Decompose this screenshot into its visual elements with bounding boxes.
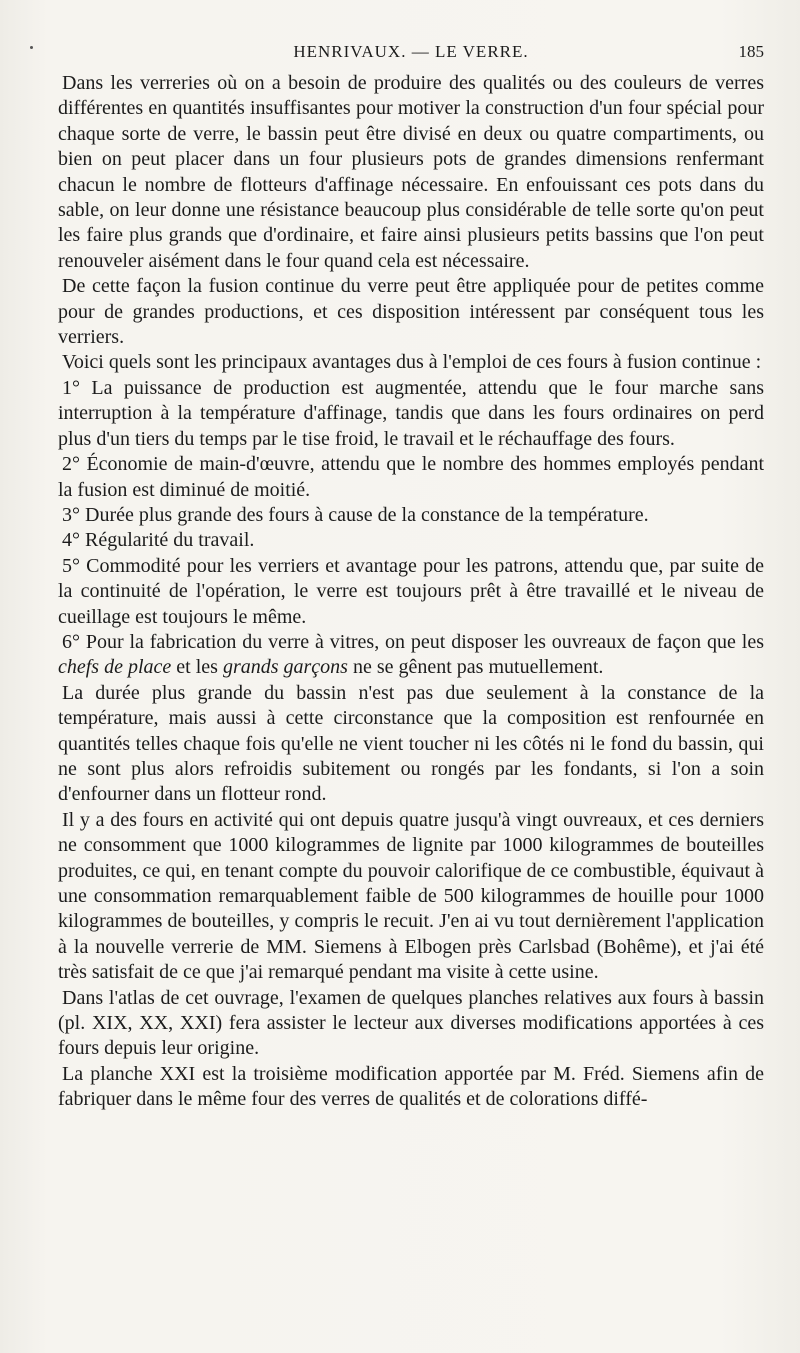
list-item-3: 3° Durée plus grande des fours à cause de la constance de la température. (62, 503, 649, 526)
page-header (58, 40, 764, 66)
print-speck (30, 46, 33, 49)
list-item-5: 5° Commodité pour les verriers et avantage pour les patrons, attendu que, par suite de la continuité de l'opération, le verre est toujours prêt à être travaillé et le niveau de cueillage est toujours le même. (58, 554, 764, 628)
list-item-4: 4° Régularité du travail. (62, 529, 255, 552)
paragraph: Dans les verreries où on a besoin de produire des qualités ou des couleurs de verres différentes en quantités insuffisantes pour motiver la construction d'un four spécial pour chaque sorte de verre, le bassin peut être divisé en deux ou quatre compartiments, ou bien on peut placer dans un four plusieurs pots de grandes dimensions renfermant chacun le nombre de flotteurs d'affinage nécessaire. En enfouissant ces pots dans du sable, on leur donne une résistance beaucoup plus considérable de telle sorte qu'on peut les faire plus grands que d'ordinaire, et faire ainsi plusieurs petits bassins que l'on peut renouveler aisément dans le four quand cela est nécessaire. (58, 72, 764, 272)
list-item-2: 2° Économie de main-d'œuvre, attendu que le nombre des hommes employés pendant la fusion est diminué de moitié. (58, 453, 764, 501)
running-title: HENRIVAUX. — LE VERRE. (293, 42, 529, 61)
text-run: et les (171, 656, 223, 679)
text-run: 6° Pour la fabrication du verre à vitres, on peut disposer les ouvreaux de façon que les (62, 630, 764, 653)
paragraph: Il y a des fours en activité qui ont depuis quatre jusqu'à vingt ouvreaux, et ces derniers ne consomment que 1000 kilogrammes de lignite par 1000 kilogrammes de bouteilles produites, ce qui, en tenant compte du pouvoir calorifique de ce combustible, équivaut à une consommation remarquablement faible de 500 kilogrammes de houille pour 1000 kilogrammes de bouteilles, y compris le recuit. J'en ai vu tout dernièrement l'application à la nouvelle verrerie de MM. Siemens à Elbogen près Carlsbad (Bohême), et j'ai été très satisfait de ce que j'ai remarqué pendant ma visite à cette usine. (58, 808, 764, 984)
body-text (58, 71, 764, 1113)
paragraph: La planche XXI est la troisième modification apportée par M. Fréd. Siemens afin de fabriquer dans le même four des verres de qualités et de colorations diffé- (58, 1062, 764, 1111)
italic-term-grands-garcons: grands garçons (222, 656, 348, 679)
text-run: ne se gênent pas mutuellement. (347, 656, 604, 679)
list-item-6 (58, 630, 764, 681)
paragraph: De cette façon la fusion continue du verre peut être appliquée pour de petites comme pour de grandes productions, et ces disposition intéressent par conséquent tous les verriers. (58, 275, 764, 349)
paragraph: Dans l'atlas de cet ouvrage, l'examen de quelques planches relatives aux fours à bassin (pl. XIX, XX, XXI) fera assister le lecteur aux diverses modifications apportées à ces fours depuis leur origine. (58, 986, 764, 1060)
list-item-1: 1° La puissance de production est augmentée, attendu que le four marche sans interruption à la température d'affinage, tandis que dans les fours ordinaires on perd plus d'un tiers du temps par le tise froid, le travail et le réchauffage des fours. (58, 376, 764, 450)
italic-term-chefs-de-place: chefs de place (58, 656, 172, 679)
page-number: 185 (738, 42, 764, 61)
paragraph: Voici quels sont les principaux avantages dus à l'emploi de ces fours à fusion continue : (62, 351, 762, 374)
paragraph: La durée plus grande du bassin n'est pas due seulement à la constance de la température, mais aussi à cette circonstance que la composition est renfournée en quantités telles chaque fois qu'elle ne vient toucher ni les côtés ni le fond du bassin, qui ne sont plus alors refroidis subitement ou rongés par les fondants, si l'on a soin d'enfourner dans un flotteur rond. (58, 681, 764, 806)
